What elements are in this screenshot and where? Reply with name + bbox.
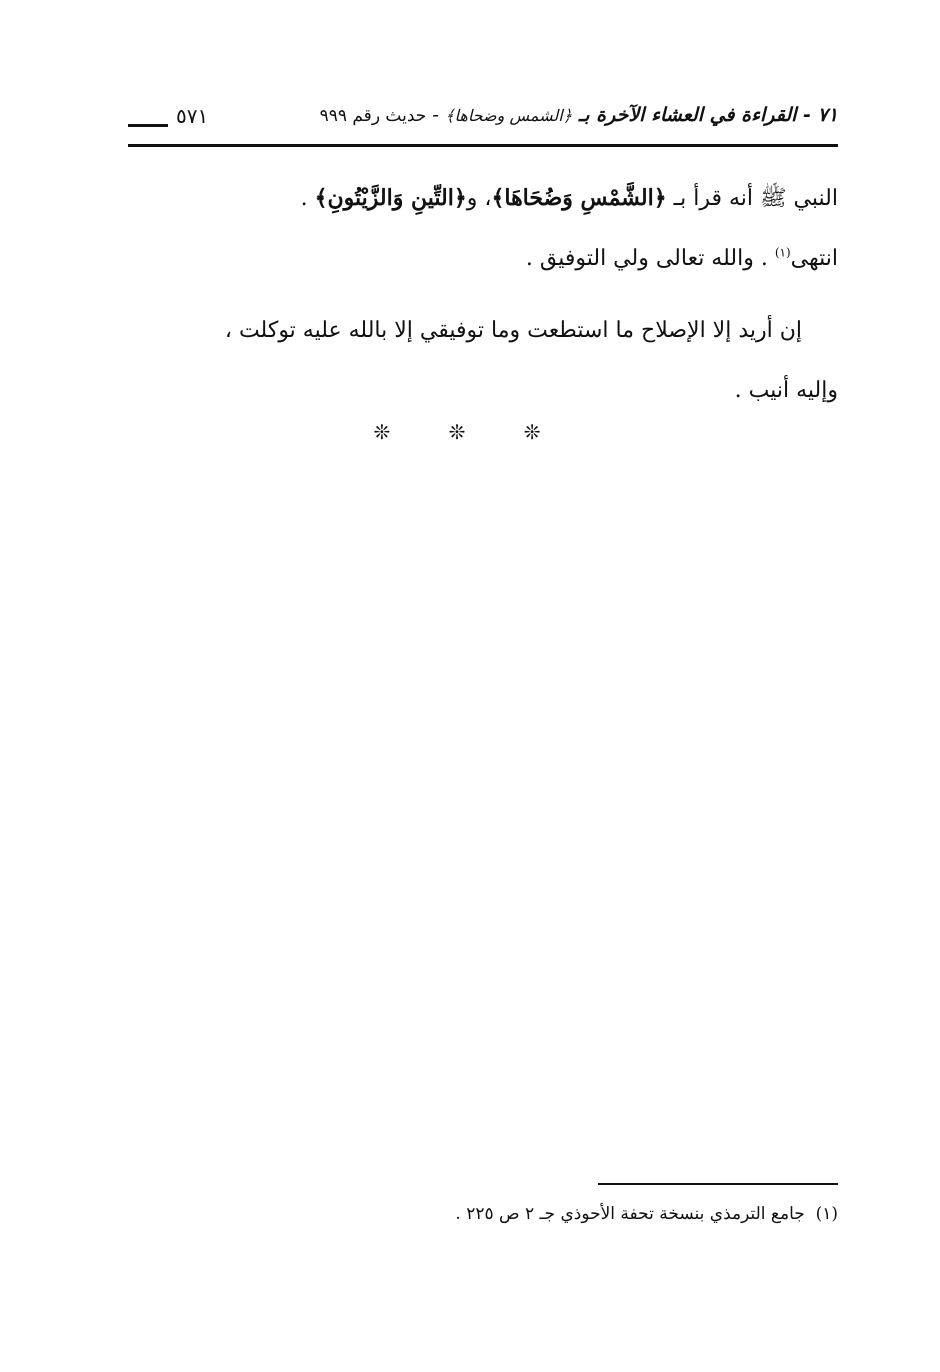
footnote-rule [598,1183,838,1185]
text-line: إن أريد إلا الإصلاح ما استطعت وما توفيقي إلا بالله عليه توكلت ، [224,318,802,343]
surah-name: ﴿الشمس وضحاها﴾ [445,106,573,125]
page-number: ٥٧١ [176,104,209,128]
footnote-marker: (١) [815,1204,838,1224]
text-line: النبي ﷺ أنه قرأ بـ ﴿الشَّمْسِ وَضُحَاهَا﴾، و﴿التِّينِ وَالزَّيْتُونِ﴾ . [300,185,838,211]
quran-verse: ﴿التِّينِ وَالزَّيْتُونِ﴾ [314,185,467,211]
header-dash [128,124,168,127]
footnote-reference[interactable]: (١) [774,245,791,260]
chapter-title: ٧١ - القراءة في العشاء الآخرة بـ [578,104,838,126]
main-text [128,168,838,421]
header-rule [128,144,838,147]
section-separator: ❊ ❊ ❊ [373,420,567,444]
footnote [128,1200,838,1228]
header-separator: - [432,104,440,126]
running-title [320,104,838,126]
hadith-number: حديث رقم ٩٩٩ [319,106,427,126]
page-header [128,96,838,142]
quran-verse: ﴿الشَّمْسِ وَضُحَاهَا﴾ [491,185,667,211]
footnote-text: جامع الترمذي بنسخة تحفة الأحوذي جـ ٢ ص ٢٢٥ . [455,1204,805,1224]
text-line: انتهى$^{(١)}$ . والله تعالى ولي التوفيق . [525,245,838,271]
text-line: وإليه أنيب . [734,378,838,403]
